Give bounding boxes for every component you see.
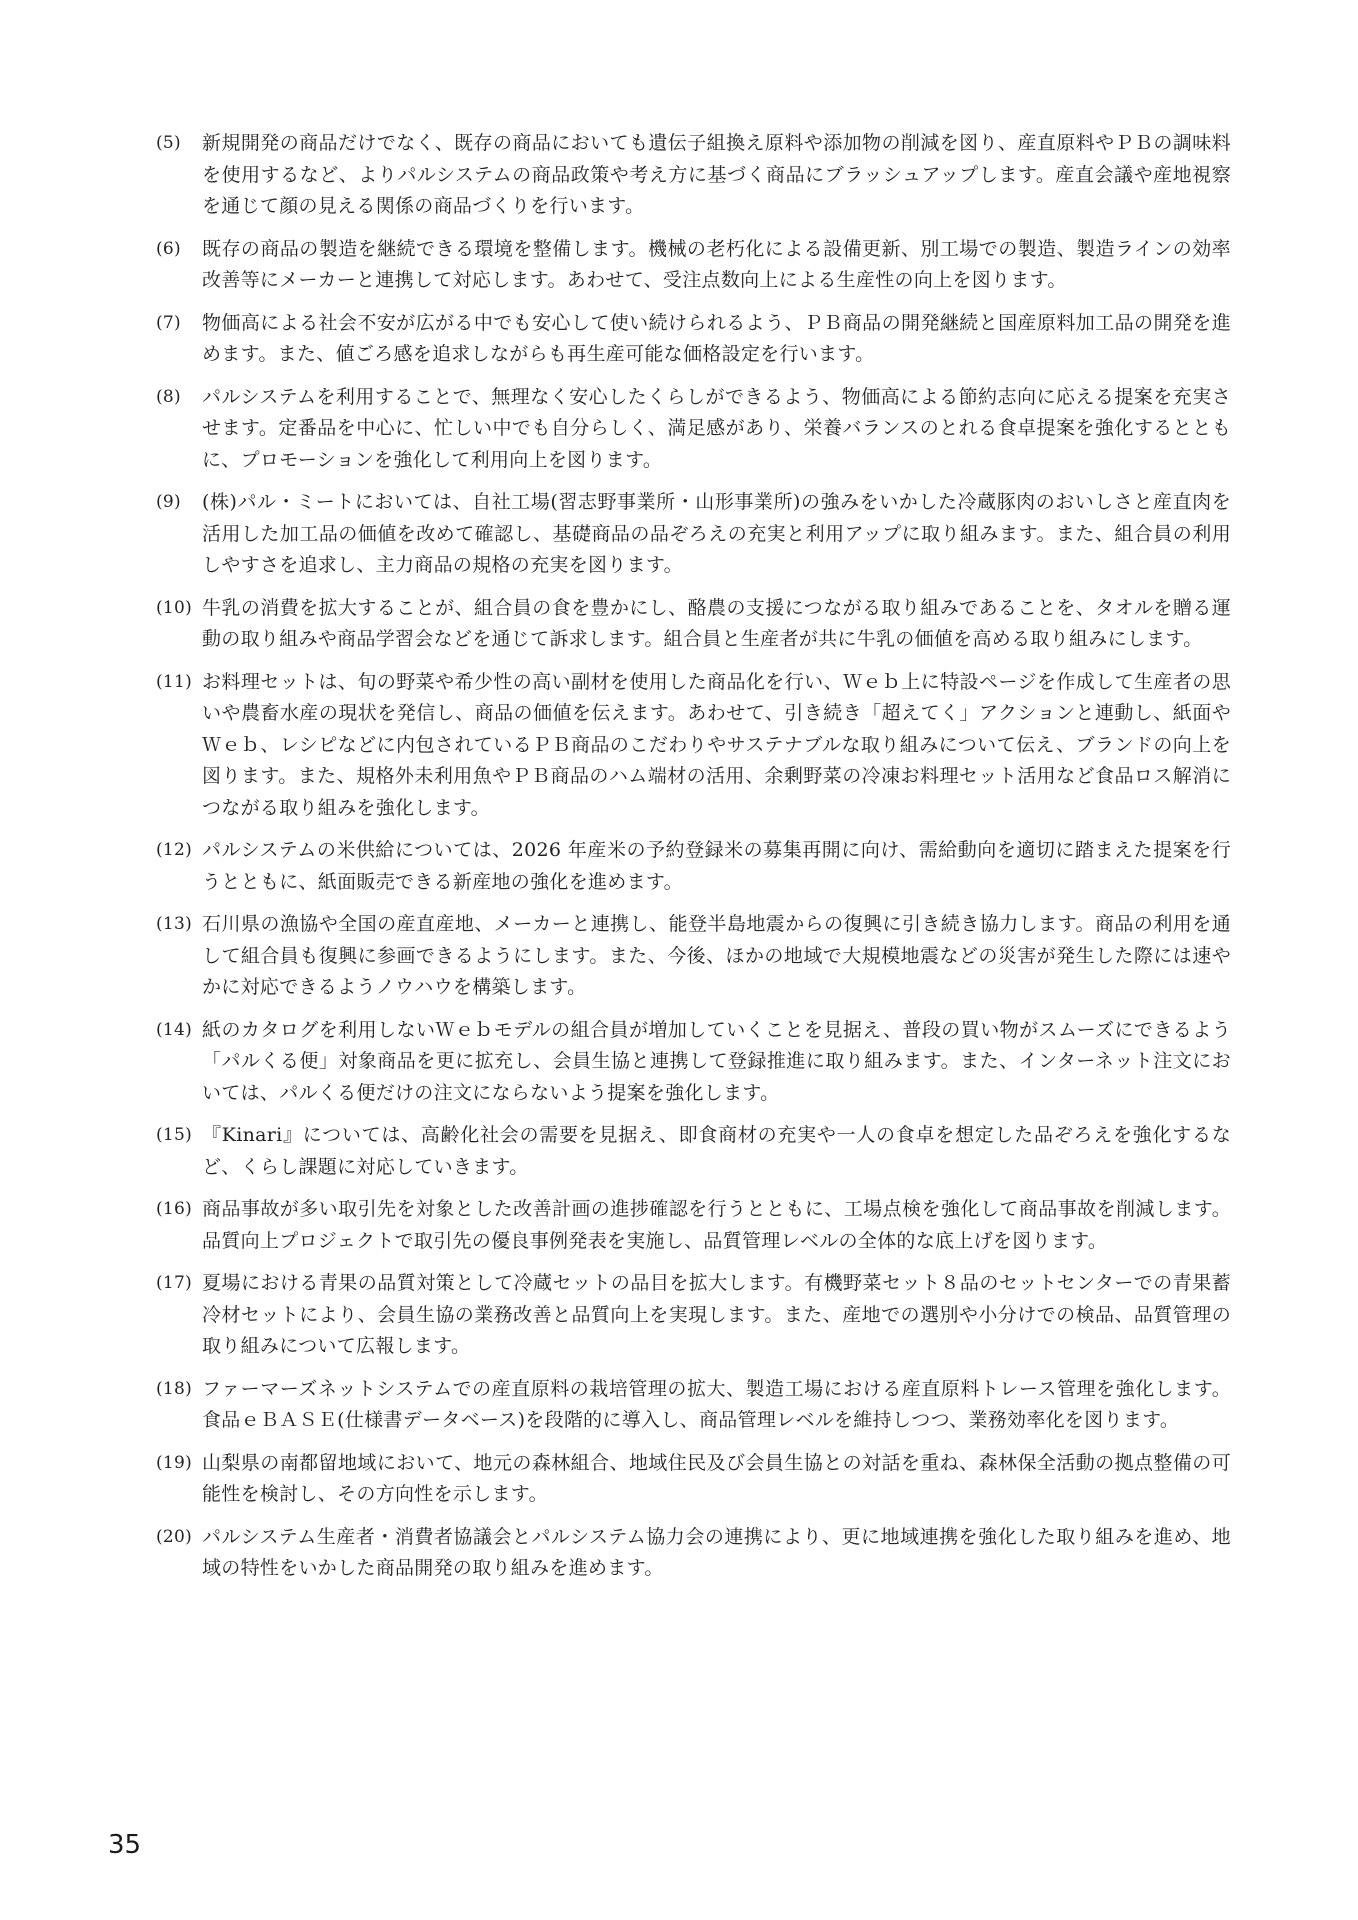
- policy-item-list: [156, 128, 1231, 1596]
- policy-item: [156, 1015, 1231, 1110]
- policy-item: [156, 1374, 1231, 1437]
- policy-item: [156, 1448, 1231, 1511]
- item-text: ファーマーズネットシステムでの産直原料の栽培管理の拡大、製造工場における産直原料トレース管理を強化します。食品ｅＢＡＳＥ(仕様書データベース)を段階的に導入し、商品管理レベルを維持しつつ、業務効率化を図ります。: [202, 1377, 1231, 1431]
- policy-item: [156, 1268, 1231, 1363]
- item-number: (19): [156, 1452, 193, 1473]
- item-text: 『Kinari』については、高齢化社会の需要を見据え、即食商材の充実や一人の食卓を想定した品ぞろえを強化するなど、くらし課題に対応していきます。: [202, 1124, 1231, 1178]
- item-number: (12): [156, 840, 193, 860]
- page-number: 35: [108, 1830, 142, 1860]
- item-number: (7): [156, 312, 181, 333]
- item-number: (10): [156, 597, 193, 618]
- policy-item: [156, 234, 1231, 297]
- item-number: (20): [156, 1526, 193, 1547]
- item-text: 物価高による社会不安が広がる中でも安心して使い続けられるよう、ＰＢ商品の開発継続と国産原料加工品の開発を進めます。また、値ごろ感を追求しながらも再生産可能な価格設定を行います。: [202, 311, 1231, 365]
- item-text: 石川県の漁協や全国の産直産地、メーカーと連携し、能登半島地震からの復興に引き続き協力します。商品の利用を通して組合員も復興に参画できるようにします。また、今後、ほかの地域で大規模地震などの災害が発生した際には速やかに対応できるようノウハウを構築します。: [202, 913, 1231, 998]
- item-text: パルシステムを利用することで、無理なく安心したくらしができるよう、物価高による節約志向に応える提案を充実させます。定番品を中心に、忙しい中でも自分らしく、満足感があり、栄養バランスのとれる食卓提案を強化するとともに、プロモーションを強化して利用向上を図ります。: [202, 385, 1231, 471]
- policy-item: [156, 128, 1231, 223]
- policy-item: [156, 1194, 1231, 1257]
- item-number: (11): [156, 671, 193, 692]
- policy-item: [156, 667, 1231, 825]
- item-text: 既存の商品の製造を継続できる環境を整備します。機械の老朽化による設備更新、別工場での製造、製造ラインの効率改善等にメーカーと連携して対応します。あわせて、受注点数向上による生産性の向上を図ります。: [202, 237, 1231, 291]
- item-number: (16): [156, 1199, 193, 1219]
- item-number: (13): [156, 914, 193, 934]
- policy-item: [156, 1120, 1231, 1183]
- item-number: (18): [156, 1378, 193, 1399]
- policy-item: [156, 487, 1231, 582]
- policy-item: [156, 909, 1231, 1004]
- item-number: (6): [156, 238, 181, 259]
- policy-item: [156, 308, 1231, 371]
- item-text: 紙のカタログを利用しないＷｅｂモデルの組合員が増加していくことを見据え、普段の買い物がスムーズにできるよう「パルくる便」対象商品を更に拡充し、会員生協と連携して登録推進に取り組みます。また、インターネット注文においては、パルくる便だけの注文にならないよう提案を強化します。: [202, 1018, 1231, 1104]
- item-text: パルシステム生産者・消費者協議会とパルシステム協力会の連携により、更に地域連携を強化した取り組みを進め、地域の特性をいかした商品開発の取り組みを進めます。: [202, 1525, 1231, 1579]
- policy-item: [156, 835, 1231, 898]
- item-text: 新規開発の商品だけでなく、既存の商品においても遺伝子組換え原料や添加物の削減を図り、産直原料やＰＢの調味料を使用するなど、よりパルシステムの商品政策や考え方に基づく商品にブラッシュアップします。産直会議や産地視察を通じて顔の見える関係の商品づくりを行います。: [202, 132, 1231, 217]
- item-number: (8): [156, 386, 181, 407]
- policy-item: [156, 382, 1231, 477]
- item-text: お料理セットは、旬の野菜や希少性の高い副材を使用した商品化を行い、Ｗｅｂ上に特設ページを作成して生産者の思いや農畜水産の現状を発信し、商品の価値を伝えます。あわせて、引き続き「超えてく」アクションと連動し、紙面やＷｅｂ、レシピなどに内包されているＰＢ商品のこだわりやサステナブルな取り組みについて伝え、ブランドの向上を図ります。また、規格外未利用魚やＰＢ商品のハム端材の活用、余剰野菜の冷凍お料理セット活用など食品ロス解消につながる取り組みを強化します。: [202, 670, 1231, 819]
- item-number: (17): [156, 1273, 193, 1293]
- item-text: (株)パル・ミートにおいては、自社工場(習志野事業所・山形事業所)の強みをいかした冷蔵豚肉のおいしさと産直肉を活用した加工品の価値を改めて確認し、基礎商品の品ぞろえの充実と利用アップに取り組みます。また、組合員の利用しやすさを追求し、主力商品の規格の充実を図ります。: [202, 491, 1231, 576]
- item-number: (9): [156, 492, 181, 512]
- item-text: 夏場における青果の品質対策として冷蔵セットの品目を拡大します。有機野菜セット８品のセットセンターでの青果蓄冷材セットにより、会員生協の業務改善と品質向上を実現します。また、産地での選別や小分けでの検品、品質管理の取り組みについて広報します。: [202, 1272, 1231, 1357]
- policy-item: [156, 1522, 1231, 1585]
- item-number: (5): [156, 133, 181, 153]
- item-number: (14): [156, 1019, 193, 1040]
- item-text: パルシステムの米供給については、2026 年産米の予約登録米の募集再開に向け、需給動向を適切に踏まえた提案を行うとともに、紙面販売できる新産地の強化を進めます。: [202, 839, 1231, 893]
- item-text: 商品事故が多い取引先を対象とした改善計画の進捗確認を行うとともに、工場点検を強化して商品事故を削減します。品質向上プロジェクトで取引先の優良事例発表を実施し、品質管理レベルの全体的な底上げを図ります。: [202, 1198, 1231, 1252]
- policy-item: [156, 593, 1231, 656]
- item-number: (15): [156, 1125, 193, 1145]
- item-text: 山梨県の南都留地域において、地元の森林組合、地域住民及び会員生協との対話を重ね、森林保全活動の拠点整備の可能性を検討し、その方向性を示します。: [202, 1451, 1231, 1505]
- item-text: 牛乳の消費を拡大することが、組合員の食を豊かにし、酪農の支援につながる取り組みであることを、タオルを贈る運動の取り組みや商品学習会などを通じて訴求します。組合員と生産者が共に牛乳の価値を高める取り組みにします。: [202, 596, 1231, 650]
